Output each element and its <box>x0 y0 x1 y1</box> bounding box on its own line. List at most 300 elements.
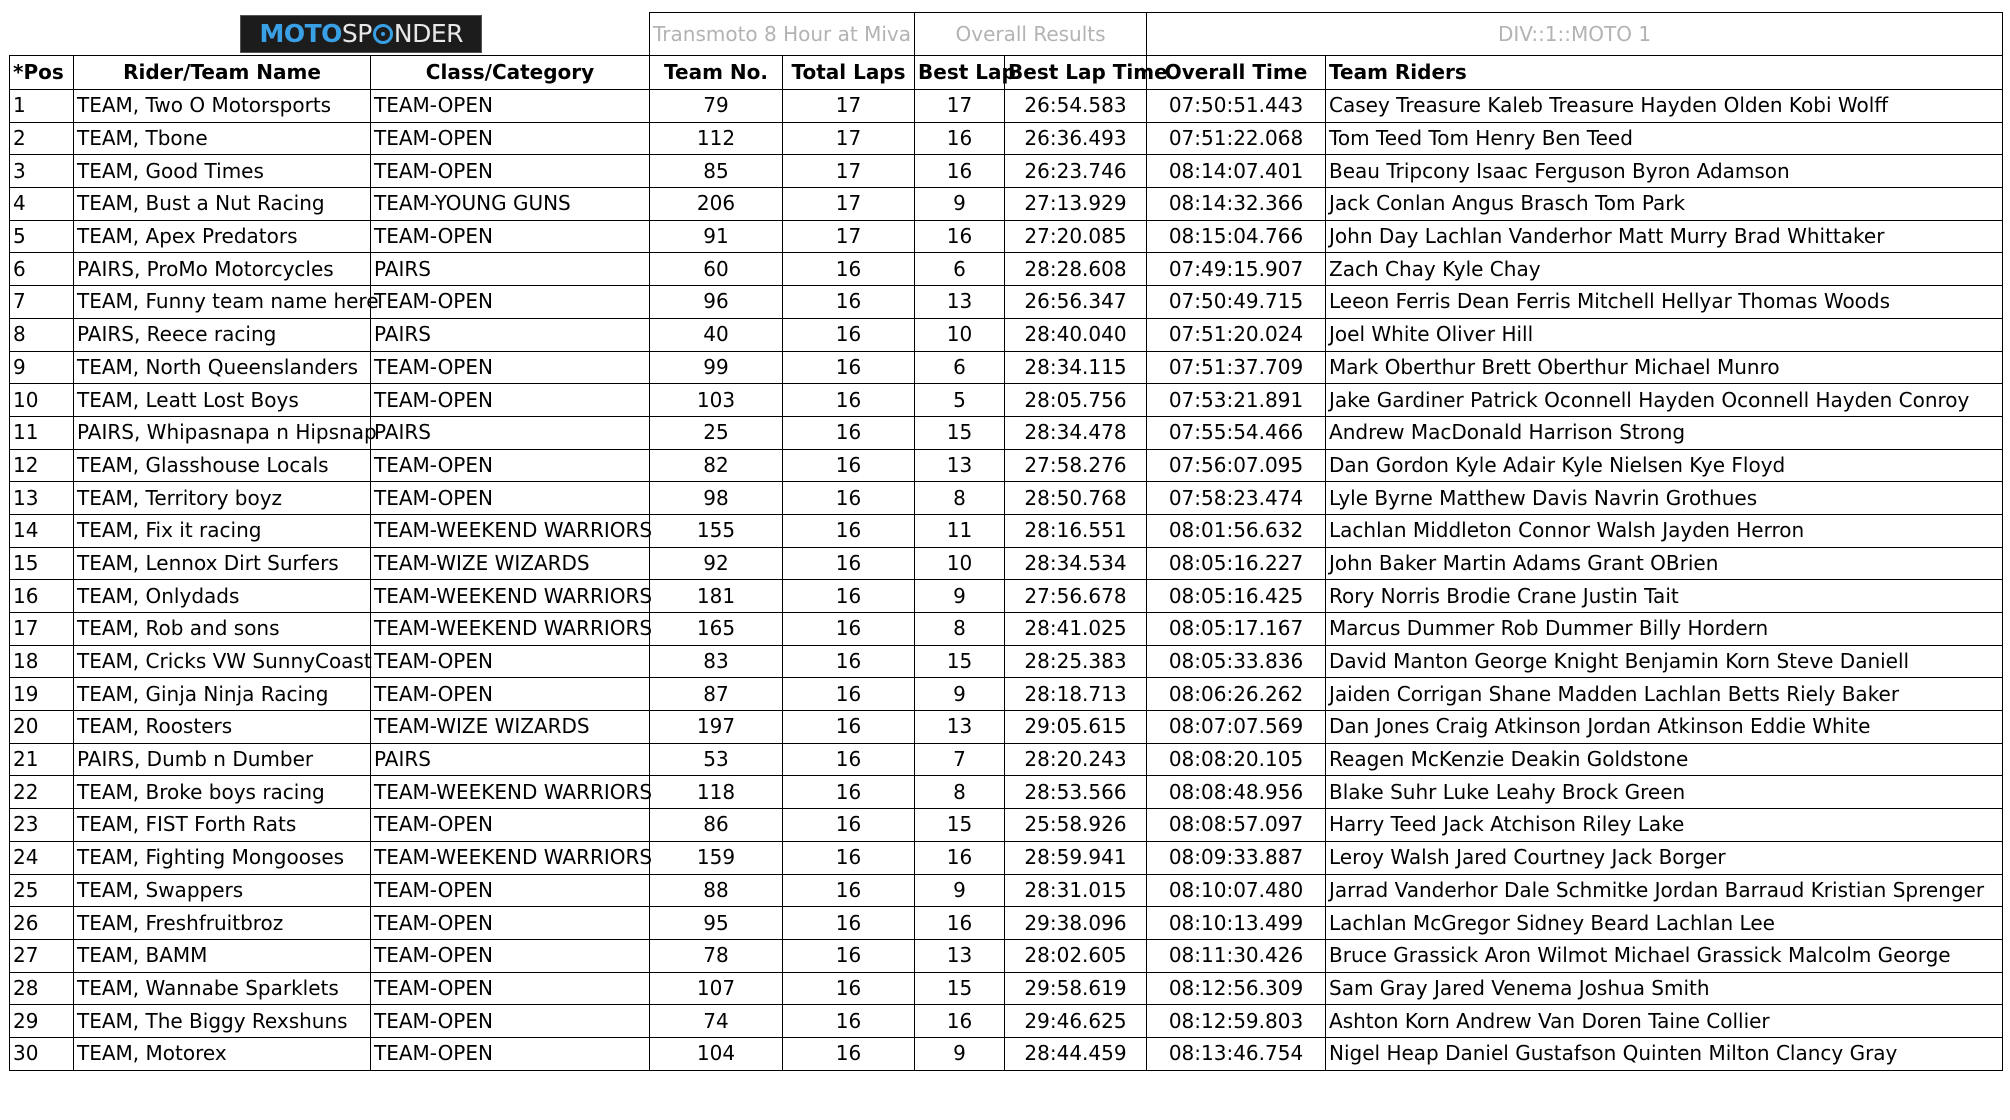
cell-pos: 30 <box>10 1037 74 1070</box>
column-header-team-riders: Team Riders <box>1326 56 2003 90</box>
cell-team-riders: Lyle Byrne Matthew Davis Navrin Grothues <box>1326 482 2003 515</box>
column-header-best-lap: Best Lap <box>915 56 1005 90</box>
table-row <box>10 188 2003 221</box>
cell-best-lap-time: 28:02.605 <box>1005 939 1147 972</box>
table-row <box>10 907 2003 940</box>
cell-overall-time: 08:12:56.309 <box>1147 972 1326 1005</box>
cell-best-lap: 13 <box>915 286 1005 319</box>
cell-best-lap-time: 26:56.347 <box>1005 286 1147 319</box>
cell-overall-time: 08:05:17.167 <box>1147 613 1326 646</box>
cell-pos: 15 <box>10 547 74 580</box>
cell-overall-time: 08:08:57.097 <box>1147 809 1326 842</box>
cell-rider-team: TEAM, Swappers <box>74 874 371 907</box>
cell-rider-team: TEAM, FIST Forth Rats <box>74 809 371 842</box>
cell-team-riders: Leroy Walsh Jared Courtney Jack Borger <box>1326 841 2003 874</box>
logo-cell <box>74 13 650 56</box>
cell-rider-team: TEAM, North Queenslanders <box>74 351 371 384</box>
cell-team-no: 104 <box>650 1037 783 1070</box>
cell-best-lap-time: 28:16.551 <box>1005 514 1147 547</box>
cell-team-no: 74 <box>650 1005 783 1038</box>
cell-best-lap-time: 26:36.493 <box>1005 122 1147 155</box>
cell-pos: 19 <box>10 678 74 711</box>
cell-team-no: 112 <box>650 122 783 155</box>
cell-best-lap-time: 28:20.243 <box>1005 743 1147 776</box>
cell-class: TEAM-OPEN <box>371 286 650 319</box>
cell-total-laps: 16 <box>783 776 915 809</box>
cell-overall-time: 08:09:33.887 <box>1147 841 1326 874</box>
cell-best-lap: 6 <box>915 351 1005 384</box>
cell-team-no: 91 <box>650 220 783 253</box>
cell-overall-time: 08:06:26.262 <box>1147 678 1326 711</box>
table-row <box>10 1037 2003 1070</box>
cell-best-lap: 16 <box>915 841 1005 874</box>
cell-class: TEAM-OPEN <box>371 1037 650 1070</box>
cell-team-no: 165 <box>650 613 783 646</box>
cell-rider-team: TEAM, Good Times <box>74 155 371 188</box>
motosponder-logo: MOTO SP NDER <box>240 15 482 53</box>
cell-rider-team: TEAM, Wannabe Sparklets <box>74 972 371 1005</box>
cell-team-no: 85 <box>650 155 783 188</box>
cell-rider-team: TEAM, Lennox Dirt Surfers <box>74 547 371 580</box>
cell-team-riders: David Manton George Knight Benjamin Korn Steve Daniell <box>1326 645 2003 678</box>
cell-overall-time: 08:05:33.836 <box>1147 645 1326 678</box>
cell-overall-time: 08:10:07.480 <box>1147 874 1326 907</box>
cell-overall-time: 08:05:16.227 <box>1147 547 1326 580</box>
cell-team-no: 87 <box>650 678 783 711</box>
cell-overall-time: 07:51:20.024 <box>1147 318 1326 351</box>
cell-class: TEAM-OPEN <box>371 482 650 515</box>
cell-pos: 18 <box>10 645 74 678</box>
cell-team-no: 25 <box>650 416 783 449</box>
cell-total-laps: 16 <box>783 972 915 1005</box>
cell-overall-time: 08:01:56.632 <box>1147 514 1326 547</box>
cell-class: TEAM-OPEN <box>371 155 650 188</box>
cell-team-riders: Harry Teed Jack Atchison Riley Lake <box>1326 809 2003 842</box>
cell-overall-time: 07:56:07.095 <box>1147 449 1326 482</box>
cell-total-laps: 16 <box>783 907 915 940</box>
cell-class: TEAM-OPEN <box>371 351 650 384</box>
cell-team-riders: Bruce Grassick Aron Wilmot Michael Grassick Malcolm George <box>1326 939 2003 972</box>
cell-best-lap: 16 <box>915 907 1005 940</box>
cell-best-lap-time: 28:34.478 <box>1005 416 1147 449</box>
cell-team-no: 88 <box>650 874 783 907</box>
cell-team-no: 107 <box>650 972 783 1005</box>
table-row <box>10 776 2003 809</box>
cell-total-laps: 16 <box>783 874 915 907</box>
cell-pos: 28 <box>10 972 74 1005</box>
cell-class: PAIRS <box>371 318 650 351</box>
cell-overall-time: 07:58:23.474 <box>1147 482 1326 515</box>
cell-total-laps: 16 <box>783 286 915 319</box>
cell-rider-team: TEAM, Fighting Mongooses <box>74 841 371 874</box>
results-table <box>9 12 2003 1071</box>
cell-total-laps: 16 <box>783 678 915 711</box>
cell-pos: 24 <box>10 841 74 874</box>
cell-pos: 22 <box>10 776 74 809</box>
cell-pos: 3 <box>10 155 74 188</box>
cell-total-laps: 16 <box>783 645 915 678</box>
cell-team-no: 155 <box>650 514 783 547</box>
cell-team-riders: Dan Jones Craig Atkinson Jordan Atkinson Eddie White <box>1326 711 2003 744</box>
cell-best-lap: 9 <box>915 678 1005 711</box>
cell-class: TEAM-OPEN <box>371 90 650 123</box>
cell-total-laps: 16 <box>783 1005 915 1038</box>
table-row <box>10 1005 2003 1038</box>
cell-overall-time: 08:11:30.426 <box>1147 939 1326 972</box>
cell-rider-team: PAIRS, Whipasnapa n Hipsnap <box>74 416 371 449</box>
cell-team-riders: Lachlan Middleton Connor Walsh Jayden Herron <box>1326 514 2003 547</box>
table-row <box>10 122 2003 155</box>
cell-total-laps: 16 <box>783 482 915 515</box>
cell-best-lap: 9 <box>915 1037 1005 1070</box>
cell-team-riders: Zach Chay Kyle Chay <box>1326 253 2003 286</box>
cell-overall-time: 07:51:37.709 <box>1147 351 1326 384</box>
table-row <box>10 318 2003 351</box>
cell-best-lap: 9 <box>915 580 1005 613</box>
cell-class: TEAM-WEEKEND WARRIORS <box>371 776 650 809</box>
cell-rider-team: TEAM, BAMM <box>74 939 371 972</box>
cell-pos: 26 <box>10 907 74 940</box>
cell-total-laps: 16 <box>783 547 915 580</box>
cell-pos: 21 <box>10 743 74 776</box>
table-row <box>10 514 2003 547</box>
cell-best-lap-time: 27:13.929 <box>1005 188 1147 221</box>
cell-total-laps: 16 <box>783 580 915 613</box>
cell-team-no: 159 <box>650 841 783 874</box>
cell-total-laps: 17 <box>783 90 915 123</box>
cell-class: TEAM-OPEN <box>371 809 650 842</box>
cell-overall-time: 08:07:07.569 <box>1147 711 1326 744</box>
cell-total-laps: 16 <box>783 384 915 417</box>
cell-best-lap-time: 28:41.025 <box>1005 613 1147 646</box>
cell-overall-time: 08:15:04.766 <box>1147 220 1326 253</box>
cell-best-lap: 15 <box>915 416 1005 449</box>
cell-best-lap-time: 28:44.459 <box>1005 1037 1147 1070</box>
column-header-pos: *Pos <box>10 56 74 90</box>
cell-class: PAIRS <box>371 743 650 776</box>
cell-overall-time: 07:50:49.715 <box>1147 286 1326 319</box>
cell-overall-time: 08:13:46.754 <box>1147 1037 1326 1070</box>
column-header-best-lap-time: Best Lap Time <box>1005 56 1147 90</box>
division-label: DIV::1::MOTO 1 <box>1147 13 2003 56</box>
cell-pos: 4 <box>10 188 74 221</box>
logo-text-right: NDER <box>393 19 463 49</box>
table-row <box>10 939 2003 972</box>
cell-best-lap-time: 29:46.625 <box>1005 1005 1147 1038</box>
cell-pos: 23 <box>10 809 74 842</box>
cell-class: TEAM-OPEN <box>371 678 650 711</box>
cell-rider-team: TEAM, Onlydads <box>74 580 371 613</box>
cell-best-lap: 5 <box>915 384 1005 417</box>
cell-team-riders: Nigel Heap Daniel Gustafson Quinten Milton Clancy Gray <box>1326 1037 2003 1070</box>
cell-total-laps: 16 <box>783 253 915 286</box>
cell-best-lap-time: 29:58.619 <box>1005 972 1147 1005</box>
cell-team-no: 197 <box>650 711 783 744</box>
cell-class: TEAM-OPEN <box>371 907 650 940</box>
cell-total-laps: 16 <box>783 711 915 744</box>
cell-best-lap-time: 25:58.926 <box>1005 809 1147 842</box>
cell-rider-team: TEAM, Cricks VW SunnyCoast <box>74 645 371 678</box>
cell-best-lap-time: 28:34.115 <box>1005 351 1147 384</box>
cell-pos: 29 <box>10 1005 74 1038</box>
cell-rider-team: TEAM, Leatt Lost Boys <box>74 384 371 417</box>
cell-best-lap-time: 28:50.768 <box>1005 482 1147 515</box>
column-header-row <box>10 56 2003 90</box>
cell-class: TEAM-OPEN <box>371 449 650 482</box>
cell-best-lap: 10 <box>915 547 1005 580</box>
table-row <box>10 972 2003 1005</box>
cell-rider-team: TEAM, Territory boyz <box>74 482 371 515</box>
table-row <box>10 482 2003 515</box>
cell-class: PAIRS <box>371 416 650 449</box>
cell-pos: 25 <box>10 874 74 907</box>
cell-rider-team: TEAM, Tbone <box>74 122 371 155</box>
cell-pos: 10 <box>10 384 74 417</box>
cell-rider-team: TEAM, Rob and sons <box>74 613 371 646</box>
cell-pos: 5 <box>10 220 74 253</box>
cell-team-riders: Dan Gordon Kyle Adair Kyle Nielsen Kye Floyd <box>1326 449 2003 482</box>
cell-total-laps: 16 <box>783 514 915 547</box>
column-header-team-no: Team No. <box>650 56 783 90</box>
cell-best-lap: 17 <box>915 90 1005 123</box>
cell-team-no: 95 <box>650 907 783 940</box>
cell-team-riders: Reagen McKenzie Deakin Goldstone <box>1326 743 2003 776</box>
cell-class: TEAM-WEEKEND WARRIORS <box>371 580 650 613</box>
cell-best-lap: 9 <box>915 874 1005 907</box>
table-row <box>10 645 2003 678</box>
cell-best-lap: 16 <box>915 155 1005 188</box>
cell-best-lap-time: 29:05.615 <box>1005 711 1147 744</box>
cell-best-lap-time: 26:23.746 <box>1005 155 1147 188</box>
table-row <box>10 743 2003 776</box>
cell-team-riders: Joel White Oliver Hill <box>1326 318 2003 351</box>
cell-best-lap-time: 28:25.383 <box>1005 645 1147 678</box>
cell-best-lap: 16 <box>915 1005 1005 1038</box>
cell-pos: 12 <box>10 449 74 482</box>
table-row <box>10 155 2003 188</box>
cell-team-no: 79 <box>650 90 783 123</box>
table-row <box>10 220 2003 253</box>
cell-team-riders: Sam Gray Jared Venema Joshua Smith <box>1326 972 2003 1005</box>
cell-total-laps: 16 <box>783 743 915 776</box>
cell-team-no: 78 <box>650 939 783 972</box>
cell-overall-time: 08:10:13.499 <box>1147 907 1326 940</box>
cell-overall-time: 07:49:15.907 <box>1147 253 1326 286</box>
cell-team-no: 98 <box>650 482 783 515</box>
cell-overall-time: 07:50:51.443 <box>1147 90 1326 123</box>
cell-best-lap: 13 <box>915 449 1005 482</box>
table-row <box>10 416 2003 449</box>
cell-overall-time: 08:12:59.803 <box>1147 1005 1326 1038</box>
cell-rider-team: PAIRS, Reece racing <box>74 318 371 351</box>
cell-class: TEAM-YOUNG GUNS <box>371 188 650 221</box>
cell-rider-team: TEAM, Motorex <box>74 1037 371 1070</box>
cell-total-laps: 16 <box>783 416 915 449</box>
cell-total-laps: 16 <box>783 318 915 351</box>
table-row <box>10 253 2003 286</box>
cell-team-riders: John Day Lachlan Vanderhor Matt Murry Brad Whittaker <box>1326 220 2003 253</box>
cell-pos: 7 <box>10 286 74 319</box>
table-row <box>10 384 2003 417</box>
cell-overall-time: 08:08:48.956 <box>1147 776 1326 809</box>
banner-row <box>10 13 2003 56</box>
cell-team-riders: Blake Suhr Luke Leahy Brock Green <box>1326 776 2003 809</box>
cell-pos: 6 <box>10 253 74 286</box>
cell-overall-time: 07:53:21.891 <box>1147 384 1326 417</box>
cell-pos: 13 <box>10 482 74 515</box>
column-header-rider-team: Rider/Team Name <box>74 56 371 90</box>
cell-rider-team: PAIRS, ProMo Motorcycles <box>74 253 371 286</box>
cell-class: TEAM-WIZE WIZARDS <box>371 711 650 744</box>
cell-total-laps: 16 <box>783 809 915 842</box>
cell-pos: 8 <box>10 318 74 351</box>
cell-rider-team: TEAM, Roosters <box>74 711 371 744</box>
cell-total-laps: 16 <box>783 613 915 646</box>
cell-best-lap-time: 27:56.678 <box>1005 580 1147 613</box>
cell-class: TEAM-OPEN <box>371 874 650 907</box>
cell-rider-team: TEAM, Freshfruitbroz <box>74 907 371 940</box>
cell-total-laps: 17 <box>783 220 915 253</box>
cell-best-lap: 8 <box>915 482 1005 515</box>
table-row <box>10 678 2003 711</box>
cell-team-riders: Tom Teed Tom Henry Ben Teed <box>1326 122 2003 155</box>
table-row <box>10 90 2003 123</box>
cell-team-riders: Andrew MacDonald Harrison Strong <box>1326 416 2003 449</box>
cell-best-lap: 15 <box>915 809 1005 842</box>
cell-best-lap-time: 28:40.040 <box>1005 318 1147 351</box>
cell-team-no: 206 <box>650 188 783 221</box>
cell-team-no: 86 <box>650 809 783 842</box>
cell-total-laps: 16 <box>783 939 915 972</box>
cell-overall-time: 07:51:22.068 <box>1147 122 1326 155</box>
cell-best-lap-time: 27:20.085 <box>1005 220 1147 253</box>
cell-team-no: 103 <box>650 384 783 417</box>
cell-best-lap: 16 <box>915 122 1005 155</box>
logo-text-left: MOTO <box>259 19 342 49</box>
cell-total-laps: 17 <box>783 155 915 188</box>
cell-class: TEAM-OPEN <box>371 939 650 972</box>
cell-team-riders: Ashton Korn Andrew Van Doren Taine Collier <box>1326 1005 2003 1038</box>
cell-team-riders: Lachlan McGregor Sidney Beard Lachlan Lee <box>1326 907 2003 940</box>
cell-pos: 27 <box>10 939 74 972</box>
cell-team-riders: Jack Conlan Angus Brasch Tom Park <box>1326 188 2003 221</box>
cell-team-riders: Jarrad Vanderhor Dale Schmitke Jordan Barraud Kristian Sprenger <box>1326 874 2003 907</box>
cell-best-lap: 13 <box>915 939 1005 972</box>
cell-rider-team: TEAM, Apex Predators <box>74 220 371 253</box>
cell-best-lap: 16 <box>915 220 1005 253</box>
cell-best-lap-time: 28:34.534 <box>1005 547 1147 580</box>
table-row <box>10 449 2003 482</box>
cell-best-lap-time: 28:28.608 <box>1005 253 1147 286</box>
cell-best-lap-time: 29:38.096 <box>1005 907 1147 940</box>
cell-best-lap-time: 26:54.583 <box>1005 90 1147 123</box>
results-sheet <box>9 12 2002 1071</box>
cell-overall-time: 08:14:07.401 <box>1147 155 1326 188</box>
cell-class: TEAM-OPEN <box>371 645 650 678</box>
cell-team-riders: Casey Treasure Kaleb Treasure Hayden Olden Kobi Wolff <box>1326 90 2003 123</box>
cell-class: TEAM-OPEN <box>371 972 650 1005</box>
cell-best-lap-time: 28:05.756 <box>1005 384 1147 417</box>
cell-pos: 17 <box>10 613 74 646</box>
cell-team-no: 118 <box>650 776 783 809</box>
cell-pos: 1 <box>10 90 74 123</box>
cell-team-riders: Jaiden Corrigan Shane Madden Lachlan Betts Riely Baker <box>1326 678 2003 711</box>
cell-team-no: 96 <box>650 286 783 319</box>
cell-overall-time: 08:08:20.105 <box>1147 743 1326 776</box>
cell-team-no: 60 <box>650 253 783 286</box>
cell-team-no: 40 <box>650 318 783 351</box>
cell-best-lap-time: 28:53.566 <box>1005 776 1147 809</box>
cell-team-no: 92 <box>650 547 783 580</box>
cell-rider-team: PAIRS, Dumb n Dumber <box>74 743 371 776</box>
cell-pos: 20 <box>10 711 74 744</box>
cell-rider-team: TEAM, Two O Motorsports <box>74 90 371 123</box>
table-row <box>10 711 2003 744</box>
cell-best-lap: 15 <box>915 972 1005 1005</box>
cell-overall-time: 08:14:32.366 <box>1147 188 1326 221</box>
cell-team-no: 53 <box>650 743 783 776</box>
table-row <box>10 874 2003 907</box>
table-row <box>10 351 2003 384</box>
cell-best-lap: 7 <box>915 743 1005 776</box>
cell-team-riders: Rory Norris Brodie Crane Justin Tait <box>1326 580 2003 613</box>
cell-best-lap-time: 28:18.713 <box>1005 678 1147 711</box>
cell-class: TEAM-OPEN <box>371 384 650 417</box>
cell-pos: 9 <box>10 351 74 384</box>
cell-best-lap-time: 28:31.015 <box>1005 874 1147 907</box>
cell-team-riders: Marcus Dummer Rob Dummer Billy Hordern <box>1326 613 2003 646</box>
cell-class: TEAM-OPEN <box>371 1005 650 1038</box>
cell-pos: 2 <box>10 122 74 155</box>
cell-rider-team: TEAM, Ginja Ninja Racing <box>74 678 371 711</box>
cell-rider-team: TEAM, Bust a Nut Racing <box>74 188 371 221</box>
cell-total-laps: 16 <box>783 449 915 482</box>
cell-team-riders: Jake Gardiner Patrick Oconnell Hayden Oconnell Hayden Conroy <box>1326 384 2003 417</box>
cell-overall-time: 08:05:16.425 <box>1147 580 1326 613</box>
cell-best-lap: 15 <box>915 645 1005 678</box>
cell-total-laps: 17 <box>783 122 915 155</box>
cell-team-no: 82 <box>650 449 783 482</box>
cell-best-lap: 8 <box>915 613 1005 646</box>
table-row <box>10 286 2003 319</box>
cell-team-riders: Leeon Ferris Dean Ferris Mitchell Hellyar Thomas Woods <box>1326 286 2003 319</box>
column-header-total-laps: Total Laps <box>783 56 915 90</box>
table-row <box>10 613 2003 646</box>
cell-rider-team: TEAM, Fix it racing <box>74 514 371 547</box>
cell-team-no: 181 <box>650 580 783 613</box>
column-header-class: Class/Category <box>371 56 650 90</box>
cell-class: TEAM-OPEN <box>371 122 650 155</box>
cell-best-lap: 11 <box>915 514 1005 547</box>
cell-best-lap: 10 <box>915 318 1005 351</box>
table-row <box>10 809 2003 842</box>
cell-team-riders: Mark Oberthur Brett Oberthur Michael Munro <box>1326 351 2003 384</box>
event-title: Transmoto 8 Hour at Miva <box>650 13 915 56</box>
results-type: Overall Results <box>915 13 1147 56</box>
cell-total-laps: 16 <box>783 1037 915 1070</box>
cell-rider-team: TEAM, Glasshouse Locals <box>74 449 371 482</box>
cell-class: PAIRS <box>371 253 650 286</box>
table-row <box>10 841 2003 874</box>
column-header-overall-time: Overall Time <box>1147 56 1326 90</box>
cell-class: TEAM-WEEKEND WARRIORS <box>371 613 650 646</box>
cell-pos: 14 <box>10 514 74 547</box>
cell-best-lap: 6 <box>915 253 1005 286</box>
cell-best-lap: 13 <box>915 711 1005 744</box>
cell-best-lap: 9 <box>915 188 1005 221</box>
cell-pos: 16 <box>10 580 74 613</box>
cell-team-no: 83 <box>650 645 783 678</box>
